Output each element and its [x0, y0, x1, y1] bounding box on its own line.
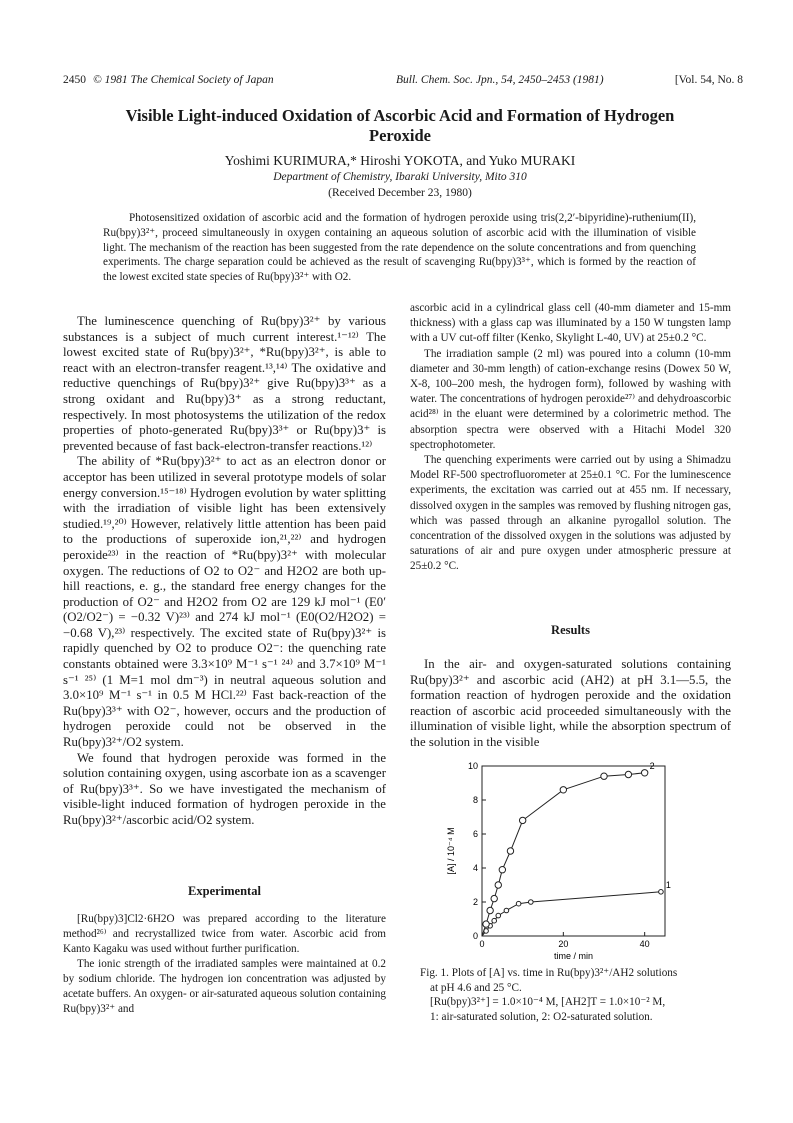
- y-tick-label: 8: [472, 795, 478, 805]
- data-point: [483, 921, 489, 927]
- data-point: [492, 918, 497, 923]
- data-point: [529, 900, 534, 905]
- section-heading-experimental: Experimental: [188, 884, 261, 898]
- paragraph: In the air- and oxygen-saturated solutions containing Ru(bpy)3²⁺ and ascorbic acid (AH2) at pH 3.1—5.5, the formation reaction of hydrogen peroxide and the oxidation reaction of ascorbic acid proceeded simultaneously with the illumination of visible light, while the absorption spectrum of the solution in the visible: [410, 657, 731, 749]
- data-point: [519, 817, 525, 823]
- y-tick-label: 4: [472, 863, 478, 873]
- x-tick-label: 40: [639, 939, 650, 949]
- y-tick-label: 10: [467, 761, 478, 771]
- curve-label: 2: [649, 760, 655, 771]
- caption-line: 1: air-saturated solution, 2: O2-saturated solution.: [430, 1010, 653, 1023]
- figure-caption: [420, 966, 720, 1024]
- data-point: [560, 787, 566, 793]
- data-point: [499, 867, 505, 873]
- data-point: [507, 848, 513, 854]
- paper-title: Visible Light-induced Oxidation of Ascorbic Acid and Formation of Hydrogen Peroxide: [125, 106, 675, 145]
- data-point: [601, 773, 607, 779]
- caption-line: [Ru(bpy)3²⁺] = 1.0×10⁻⁴ M, [AH2]T = 1.0×10⁻² M,: [430, 996, 666, 1008]
- series-line-1: [482, 892, 661, 936]
- received-date: (Received December 23, 1980): [328, 187, 472, 199]
- figure-1-chart: [440, 756, 700, 966]
- data-point: [625, 771, 631, 777]
- volume: [Vol. 54, No. 8: [674, 74, 743, 86]
- x-axis-label: time / min: [553, 951, 594, 961]
- caption-line: Fig. 1. Plots of [A] vs. time in Ru(bpy)3²⁺/AH2 solutions: [420, 967, 678, 979]
- paragraph: ascorbic acid in a cylindrical glass cell (40-mm diameter and 15-mm thickness) with a glass cap was illuminated by a 150 W tungsten lamp with a UV cut-off filter (Kenko, Skylight L-40, UV) at 25±0.2 °C.: [410, 302, 731, 345]
- caption-line: at pH 4.6 and 25 °C.: [430, 981, 522, 994]
- experimental-text: [63, 912, 386, 1017]
- paragraph: The quenching experiments were carried out by using a Shimadzu Model RF-500 spectrofluorometer at 25±0.1 °C. For the luminescence experiments, the excitation was carried out at 455 nm. If necessary, dissolved oxygen in the samples was removed by flushing nitrogen gas, which was passed through an alkanine pyrogallol solution. The concentration of the dissolved oxygen in the solutions was adjusted by saturations of air and pure oxygen under atmospheric pressure at 25±0.2 °C.: [410, 454, 731, 573]
- abstract: [103, 211, 696, 285]
- y-tick-label: 0: [472, 931, 478, 941]
- paragraph: The irradiation sample (2 ml) was poured into a column (10-mm diameter and 30-mm length) of cation-exchange resins (Dowex 50 W, X-8, 100–200 mesh, the hydrogen form), followed by washing with water. The concentrations of hydrogen peroxide²⁷⁾ and dehydroascorbic acid²⁸⁾ in the eluant were determined by a colorimetric method. The absorption spectra were observed with a Hitachi Model 320 spectrophotometer.: [410, 347, 731, 451]
- paragraph: We found that hydrogen peroxide was formed in the solution containing oxygen, using ascorbate ion as a scavenger of Ru(bpy)3³⁺. So we have investigated the mechanism of visible-light induced formation of hydrogen peroxide in the Ru(bpy)3²⁺/ascorbic acid/O2 system.: [63, 750, 386, 827]
- data-point: [659, 890, 664, 895]
- x-tick-label: 0: [479, 939, 485, 949]
- abstract-text: Photosensitized oxidation of ascorbic acid and the formation of hydrogen peroxide using tris(2,2′-bipyridine)-ruthenium(II), Ru(bpy)3²⁺, proceed simultaneously in oxygen containing an aqueous solution of ascorbic acid with the illumination of visible light. The mechanism of the reaction has been suggested from the rate dependence on the solute concentrations and from quenching experiments. The charge separation could be achieved as the result of scavenging Ru(bpy)3³⁺, which is formed by the reaction of the lowest excited state species of Ru(bpy)3²⁺ with O2.: [103, 212, 696, 284]
- paragraph: The luminescence quenching of Ru(bpy)3²⁺ by various substances is a subject of much current interest.¹⁻¹²⁾ The lowest excited state of Ru(bpy)3²⁺, *Ru(bpy)3²⁺, is able to react with an electron-transfer reagent.¹³,¹⁴⁾ The oxidative and reductive quenchings of Ru(bpy)3²⁺ give Ru(bpy)3³⁺ as a strong oxidant and Ru(bpy)3⁺ as a strong reductant, respectively. In most photosystems the utilization of the redox properties of photo-generated Ru(bpy)3³⁺ or Ru(bpy)3⁺ is prevented because of fast back-electron-transfer reactions.¹²⁾: [63, 314, 386, 453]
- figure-1: [440, 756, 700, 966]
- running-header: [63, 74, 743, 92]
- paragraph: The ability of *Ru(bpy)3²⁺ to act as an electron donor or acceptor has been utilized in several prototype models of solar energy conversion.¹⁵⁻¹⁸⁾ Hydrogen evolution by water splitting with the irradiation of visible light has been extensively studied.¹⁹,²⁰⁾ However, relatively little attention has been paid to the productions of superoxide ion,²¹,²²⁾ and hydrogen peroxide²³⁾ in the reaction of *Ru(bpy)3²⁺ with molecular oxygen. The reductions of O2 to O2⁻ and H2O2 are both up-hill reactions, e. g., the standard free energy changes for the production of O2⁻ and H2O2 from O2 are 129 kJ mol⁻¹ (E0′(O2/O2⁻) = −0.32 V)²³⁾ and 274 kJ mol⁻¹ (E0(O2/H2O2) = −0.68 V),²³⁾ respectively. The excited state of Ru(bpy)3²⁺ is rapidly quenched by O2 to produce O2⁻: the quenching rate constants obtained were 3.3×10⁹ M⁻¹ s⁻¹ ²⁴⁾ and 3.7×10⁹ M⁻¹ s⁻¹ ²⁵⁾ (1 M=1 mol dm⁻³) in neutral aqueous solution and 3.0×10⁹ M⁻¹ s⁻¹ in 0.5 M HCl.²²⁾ Fast back-reaction of the Ru(bpy)3³⁺ with O2⁻, however, occurs and the production of hydrogen peroxide could not be observed in the Ru(bpy)3²⁺/O2 system.: [63, 454, 386, 750]
- data-point: [491, 895, 497, 901]
- page-number: 2450: [63, 74, 86, 86]
- journal-citation: Bull. Chem. Soc. Jpn., 54, 2450–2453 (1981): [396, 74, 604, 86]
- left-column-intro: [63, 314, 386, 829]
- copyright: © 1981 The Chemical Society of Japan: [93, 74, 274, 86]
- right-column-methods: [410, 301, 731, 575]
- data-point: [641, 770, 647, 776]
- curve-label: 1: [665, 879, 671, 890]
- affiliation: Department of Chemistry, Ibaraki University, Mito 310: [273, 171, 527, 183]
- y-tick-label: 2: [472, 897, 478, 907]
- data-point: [516, 901, 521, 906]
- authors: Yoshimi KURIMURA,* Hiroshi YOKOTA, and Yuko MURAKI: [224, 153, 576, 168]
- data-point: [496, 913, 501, 918]
- data-point: [487, 907, 493, 913]
- paragraph: [Ru(bpy)3]Cl2·6H2O was prepared according to the literature method²⁶⁾ and recrystallized twice from water. Ascorbic acid from Kanto Kagaku was used without further purification.: [63, 913, 386, 955]
- x-tick-label: 20: [558, 939, 569, 949]
- data-point: [504, 908, 509, 913]
- paragraph: The ionic strength of the irradiated samples were maintained at 0.2 by sodium chloride. The hydrogen ion concentration was adjusted by acetate buffers. An oxygen- or air-saturated aqueous solution containing Ru(bpy)3²⁺ and: [63, 958, 386, 1015]
- y-axis-label: [A] / 10⁻⁴ M: [446, 827, 456, 875]
- y-tick-label: 6: [472, 829, 478, 839]
- results-text: [410, 657, 731, 751]
- data-point: [495, 882, 501, 888]
- section-heading-results: Results: [551, 623, 590, 637]
